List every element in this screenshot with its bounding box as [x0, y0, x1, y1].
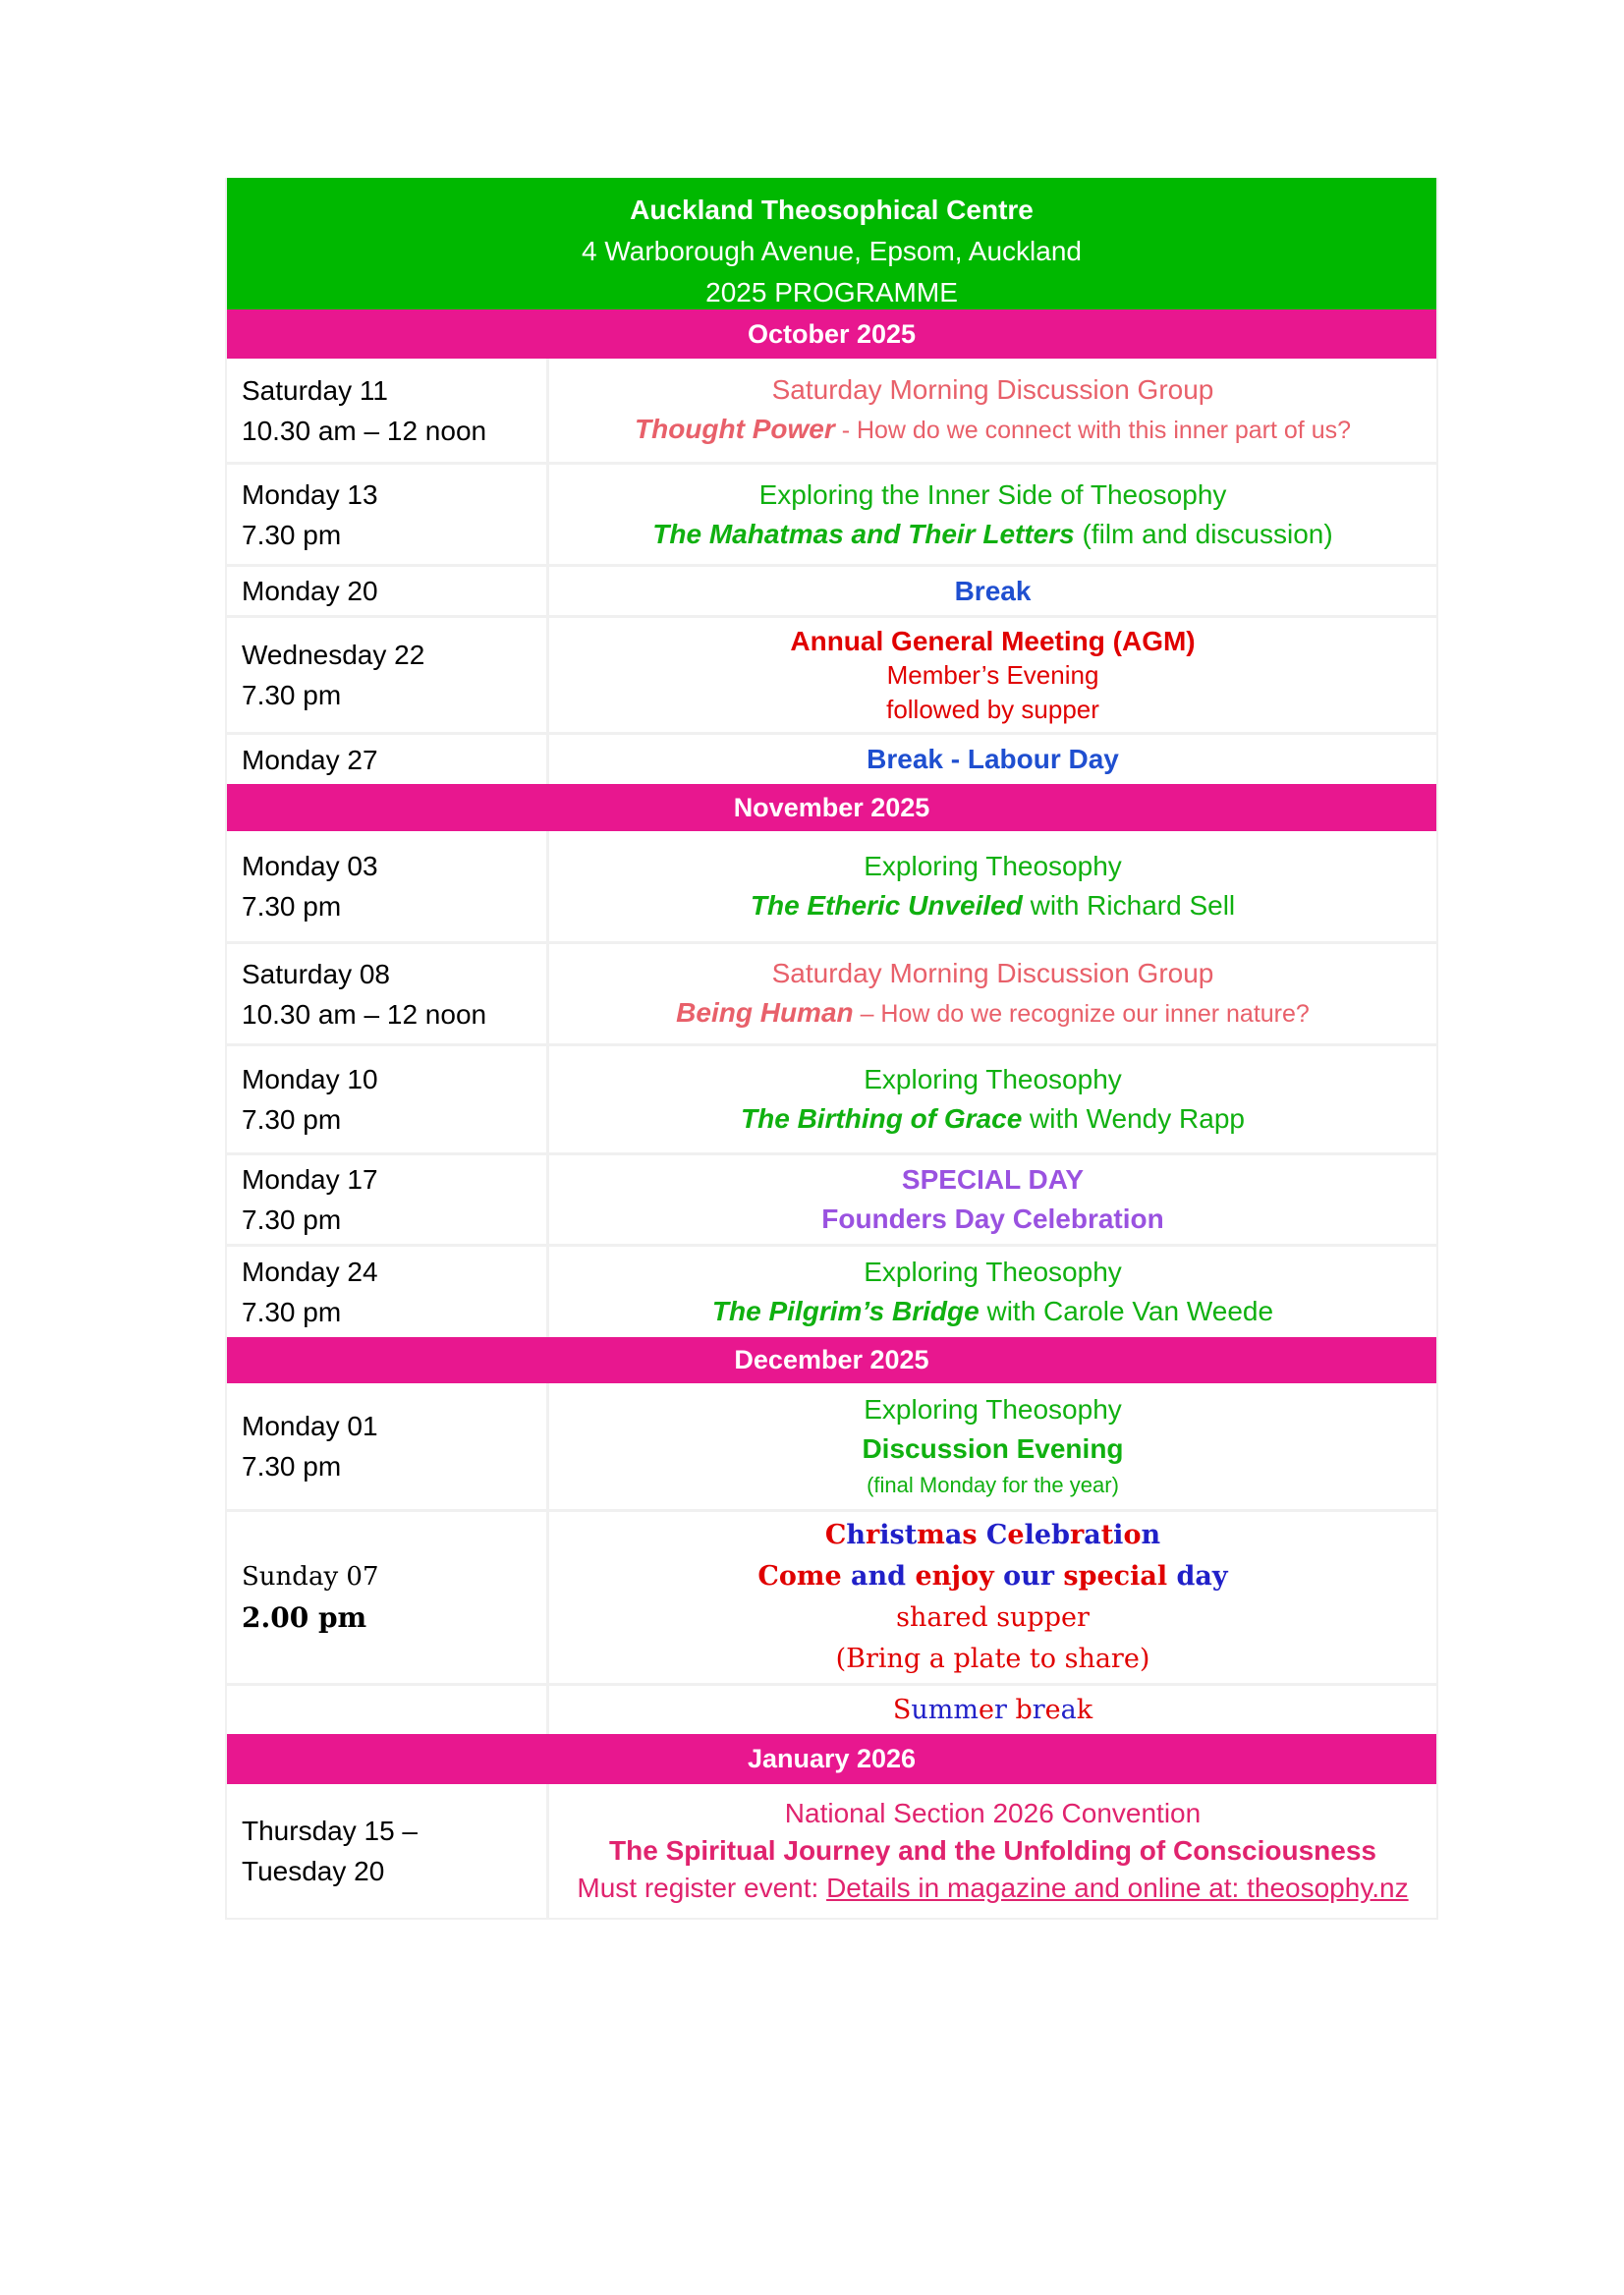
- title-letter: s: [962, 1520, 978, 1550]
- event-cell: [549, 735, 1436, 784]
- event-series: Saturday Morning Discussion Group: [771, 958, 1214, 988]
- title-letter: e: [1007, 1520, 1025, 1550]
- table-row: [227, 564, 1436, 615]
- event-day: Monday 10: [242, 1064, 378, 1094]
- event-day: Saturday 08: [242, 958, 390, 989]
- event-series: Exploring Theosophy: [864, 851, 1122, 881]
- title-letter: r: [1069, 1520, 1085, 1550]
- title-letter: r: [993, 1694, 1007, 1725]
- invitation-word: and: [841, 1561, 907, 1592]
- title-letter: i: [879, 1520, 890, 1550]
- table-row: [227, 1383, 1436, 1509]
- event-description: – How do we recognize our inner nature?: [853, 1000, 1310, 1028]
- event-description: with Wendy Rapp: [1022, 1103, 1245, 1134]
- table-row: [227, 1509, 1436, 1683]
- title-letter: h: [846, 1520, 867, 1550]
- title-letter: C: [985, 1520, 1008, 1550]
- event-cell: [549, 831, 1436, 941]
- event-time: 7.30 pm: [242, 891, 342, 922]
- title-letter: l: [1024, 1520, 1035, 1550]
- event-time: 7.30 pm: [242, 1204, 342, 1235]
- table-row: [227, 1784, 1436, 1918]
- event-cell: [549, 567, 1436, 615]
- event-day-end: Tuesday 20: [242, 1856, 385, 1886]
- month-header-november: November 2025: [227, 784, 1436, 831]
- invitation-word: special: [1054, 1561, 1168, 1592]
- event-title: The Etheric Unveiled: [750, 890, 1023, 921]
- centre-address: 4 Warborough Avenue, Epsom, Auckland: [582, 236, 1082, 266]
- event-time: 10.30 am – 12 noon: [242, 415, 487, 446]
- event-time: 10.30 am – 12 noon: [242, 998, 487, 1030]
- title-letter: e: [1044, 1694, 1061, 1725]
- event-cell: [549, 618, 1436, 732]
- event-note: Must register event:: [577, 1873, 827, 1903]
- title-letter: n: [1141, 1520, 1161, 1550]
- event-cell: [549, 1046, 1436, 1152]
- month-header-january: January 2026: [227, 1734, 1436, 1784]
- table-row: [227, 941, 1436, 1043]
- event-title: The Spiritual Journey and the Unfolding of Consciousness: [609, 1835, 1376, 1866]
- date-cell: [227, 618, 549, 732]
- event-day: Monday 17: [242, 1164, 378, 1195]
- title-letter: u: [911, 1694, 928, 1725]
- event-note: (final Monday for the year): [867, 1473, 1119, 1497]
- date-cell: [227, 1155, 549, 1244]
- event-title: Break - Labour Day: [867, 744, 1119, 774]
- details-link[interactable]: Details in magazine and online at: theosophy.nz: [826, 1873, 1409, 1903]
- invitation-word: enjoy: [906, 1561, 994, 1592]
- date-cell: [227, 1784, 549, 1918]
- event-time: 2.00 pm: [242, 1601, 367, 1634]
- title-letter: b: [1015, 1694, 1033, 1725]
- table-row: [227, 1683, 1436, 1734]
- event-day: Sunday 07: [242, 1562, 379, 1592]
- event-cell: [549, 1686, 1436, 1734]
- event-time: 7.30 pm: [242, 680, 342, 710]
- title-letter: s: [889, 1520, 905, 1550]
- date-cell: [227, 359, 549, 462]
- event-title: [549, 1515, 1436, 1556]
- event-series: Exploring Theosophy: [864, 1257, 1122, 1287]
- date-cell: [227, 465, 549, 564]
- title-letter: m: [953, 1694, 979, 1725]
- month-header-october: October 2025: [227, 309, 1436, 359]
- event-day: Monday 20: [242, 576, 378, 606]
- event-day: Monday 13: [242, 478, 378, 510]
- title-letter: r: [1032, 1694, 1045, 1725]
- event-cell: [549, 465, 1436, 564]
- programme-header: [227, 178, 1436, 309]
- event-title: The Mahatmas and Their Letters: [652, 518, 1075, 549]
- event-title: The Pilgrim’s Bridge: [711, 1296, 980, 1326]
- event-time: 7.30 pm: [242, 1104, 342, 1135]
- event-day: Saturday 11: [242, 374, 388, 406]
- event-description: (film and discussion): [1074, 518, 1333, 549]
- date-cell: [227, 735, 549, 784]
- table-row: [227, 732, 1436, 784]
- title-letter: b: [1051, 1520, 1070, 1550]
- title-letter: S: [892, 1694, 912, 1725]
- event-subtitle: Member’s Evening: [886, 659, 1099, 690]
- date-cell: [227, 1686, 549, 1734]
- title-letter: a: [944, 1520, 963, 1550]
- title-letter: C: [824, 1520, 847, 1550]
- date-cell: [227, 1046, 549, 1152]
- event-series: SPECIAL DAY: [901, 1164, 1085, 1195]
- event-title: Founders Day Celebration: [821, 1203, 1164, 1234]
- date-cell: [227, 1512, 549, 1683]
- event-title: Thought Power: [634, 414, 835, 444]
- event-time: 7.30 pm: [242, 1297, 342, 1327]
- title-letter: m: [927, 1694, 954, 1725]
- table-row: [227, 462, 1436, 564]
- event-day: Monday 01: [242, 1411, 378, 1441]
- event-series: Saturday Morning Discussion Group: [771, 374, 1214, 405]
- title-letter: e: [978, 1694, 994, 1725]
- event-cell: [549, 359, 1436, 462]
- event-title: Discussion Evening: [862, 1433, 1124, 1464]
- title-letter: t: [904, 1520, 918, 1550]
- centre-name: Auckland Theosophical Centre: [630, 195, 1034, 225]
- title-letter: a: [1060, 1694, 1077, 1725]
- table-row: [227, 1244, 1436, 1337]
- title-letter: k: [1076, 1694, 1093, 1725]
- event-title: Being Human: [676, 997, 854, 1028]
- event-day: Monday 27: [242, 744, 378, 775]
- date-cell: [227, 831, 549, 941]
- title-letter: t: [1100, 1520, 1114, 1550]
- event-series: National Section 2026 Convention: [784, 1798, 1202, 1828]
- date-cell: [227, 944, 549, 1043]
- event-series: Exploring the Inner Side of Theosophy: [758, 478, 1227, 510]
- date-cell: [227, 567, 549, 615]
- title-letter: e: [1034, 1520, 1052, 1550]
- invitation-word: Come: [757, 1561, 842, 1592]
- event-series: Exploring Theosophy: [864, 1064, 1122, 1094]
- title-letter: [978, 1520, 986, 1550]
- event-title: [549, 1691, 1436, 1730]
- table-row: [227, 1152, 1436, 1244]
- event-cell: [549, 1247, 1436, 1337]
- event-description: - How do we connect with this inner part of us?: [834, 417, 1352, 444]
- event-time: 7.30 pm: [242, 1451, 342, 1482]
- event-subtitle: shared supper: [896, 1602, 1090, 1633]
- event-note: followed by supper: [886, 694, 1099, 724]
- event-cell: [549, 1155, 1436, 1244]
- event-cell: [549, 1512, 1436, 1683]
- title-letter: r: [866, 1520, 880, 1550]
- event-day: Monday 03: [242, 851, 378, 881]
- event-description: with Carole Van Weede: [979, 1296, 1274, 1326]
- event-day: Monday 24: [242, 1257, 378, 1287]
- event-day: Wednesday 22: [242, 640, 425, 670]
- title-letter: m: [917, 1520, 945, 1550]
- event-day-start: Thursday 15 –: [242, 1816, 418, 1846]
- event-invitation: [549, 1556, 1436, 1597]
- title-letter: a: [1084, 1520, 1101, 1550]
- event-time: 7.30 pm: [242, 519, 342, 550]
- event-cell: [549, 1383, 1436, 1509]
- table-row: [227, 359, 1436, 462]
- title-letter: o: [1123, 1520, 1142, 1550]
- date-cell: [227, 1247, 549, 1337]
- event-description: with Richard Sell: [1022, 890, 1236, 921]
- table-row: [227, 831, 1436, 941]
- event-title: Break: [954, 575, 1032, 606]
- event-cell: [549, 944, 1436, 1043]
- event-note: (Bring a plate to share): [835, 1644, 1150, 1674]
- programme-title: 2025 PROGRAMME: [705, 277, 958, 308]
- event-cell: [549, 1784, 1436, 1918]
- table-row: [227, 615, 1436, 732]
- event-title: Annual General Meeting (AGM): [790, 625, 1196, 656]
- programme-table: [225, 178, 1438, 1920]
- month-header-december: December 2025: [227, 1337, 1436, 1383]
- invitation-word: our: [993, 1561, 1055, 1592]
- invitation-word: day: [1167, 1561, 1228, 1592]
- title-letter: i: [1113, 1520, 1124, 1550]
- date-cell: [227, 1383, 549, 1509]
- event-series: Exploring Theosophy: [864, 1394, 1122, 1425]
- table-row: [227, 1043, 1436, 1152]
- event-title: The Birthing of Grace: [741, 1103, 1023, 1134]
